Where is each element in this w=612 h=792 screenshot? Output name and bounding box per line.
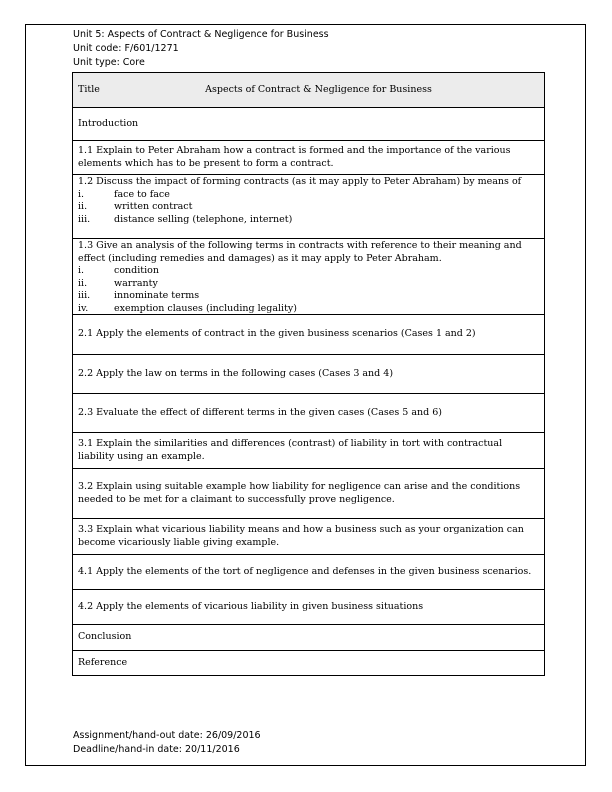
unit-header	[73, 28, 329, 70]
task-3-1-text: 3.1 Explain the similarities and differences (contrast) of liability in tort with contractual liability using an example.	[78, 438, 503, 462]
task-4-2-text: 4.2 Apply the elements of vicarious liability in given business situations	[78, 600, 424, 612]
task-1-3-row	[73, 239, 544, 315]
task-1-3-list	[78, 265, 539, 315]
handout-date: Assignment/hand-out date: 26/09/2016	[73, 730, 261, 741]
task-3-1-row	[73, 433, 544, 469]
dates-footer	[73, 729, 261, 757]
introduction-row	[73, 108, 544, 141]
task-2-2-row	[73, 355, 544, 394]
unit-type: Unit type: Core	[73, 57, 145, 68]
title-row	[73, 73, 544, 108]
list-item: iii. innominate terms	[78, 290, 200, 301]
list-item: i. condition	[78, 265, 159, 276]
task-1-1-row	[73, 141, 544, 175]
list-item: iv. exemption clauses (including legality)	[78, 302, 297, 314]
task-3-3-row	[73, 519, 544, 555]
task-2-2-text: 2.2 Apply the law on terms in the following cases (Cases 3 and 4)	[78, 367, 394, 379]
reference-row	[73, 651, 544, 675]
task-2-1-row	[73, 315, 544, 355]
assignment-table	[72, 72, 545, 676]
task-1-2-row	[73, 175, 544, 239]
task-4-1-text: 4.1 Apply the elements of the tort of negligence and defenses in the given business scenarios.	[78, 565, 532, 577]
list-item: iii. distance selling (telephone, internet)	[78, 213, 293, 225]
task-4-2-row	[73, 590, 544, 625]
task-3-2-row	[73, 469, 544, 519]
unit-code: Unit code: F/601/1271	[73, 43, 179, 54]
title-label: Title	[78, 83, 100, 95]
task-4-1-row	[73, 555, 544, 590]
conclusion-text: Conclusion	[78, 631, 132, 643]
list-item: ii. warranty	[78, 277, 158, 289]
task-3-2-text: 3.2 Explain using suitable example how liability for negligence can arise and the conditions needed to be met for a claimant to successfully prove negligence.	[78, 481, 521, 505]
task-2-3-text: 2.3 Evaluate the effect of different terms in the given cases (Cases 5 and 6)	[78, 406, 442, 418]
list-item: i. face to face	[78, 188, 170, 200]
task-1-2-text: 1.2 Discuss the impact of forming contracts (as it may apply to Peter Abraham) by means of	[78, 176, 522, 187]
task-2-1-text: 2.1 Apply the elements of contract in the given business scenarios (Cases 1 and 2)	[78, 328, 476, 340]
unit-title: Unit 5: Aspects of Contract & Negligence for Business	[73, 29, 329, 40]
task-1-1-text: 1.1 Explain to Peter Abraham how a contract is formed and the importance of the various elements which has to be present to form a contract.	[78, 145, 511, 169]
introduction-text: Introduction	[78, 117, 139, 129]
task-3-3-text: 3.3 Explain what vicarious liability means and how a business such as your organization can become vicariously liable giving example.	[78, 524, 524, 548]
task-2-3-row	[73, 394, 544, 433]
task-1-2-list	[78, 189, 539, 227]
reference-text: Reference	[78, 656, 128, 668]
title-value: Aspects of Contract & Negligence for Business	[205, 83, 432, 95]
task-1-3-text: 1.3 Give an analysis of the following terms in contracts with reference to their meaning and effect (including remedies and damages) as it may apply to Peter Abraham.	[78, 240, 522, 264]
conclusion-row	[73, 625, 544, 651]
list-item: ii. written contract	[78, 201, 193, 212]
deadline-date: Deadline/hand-in date: 20/11/2016	[73, 744, 240, 755]
